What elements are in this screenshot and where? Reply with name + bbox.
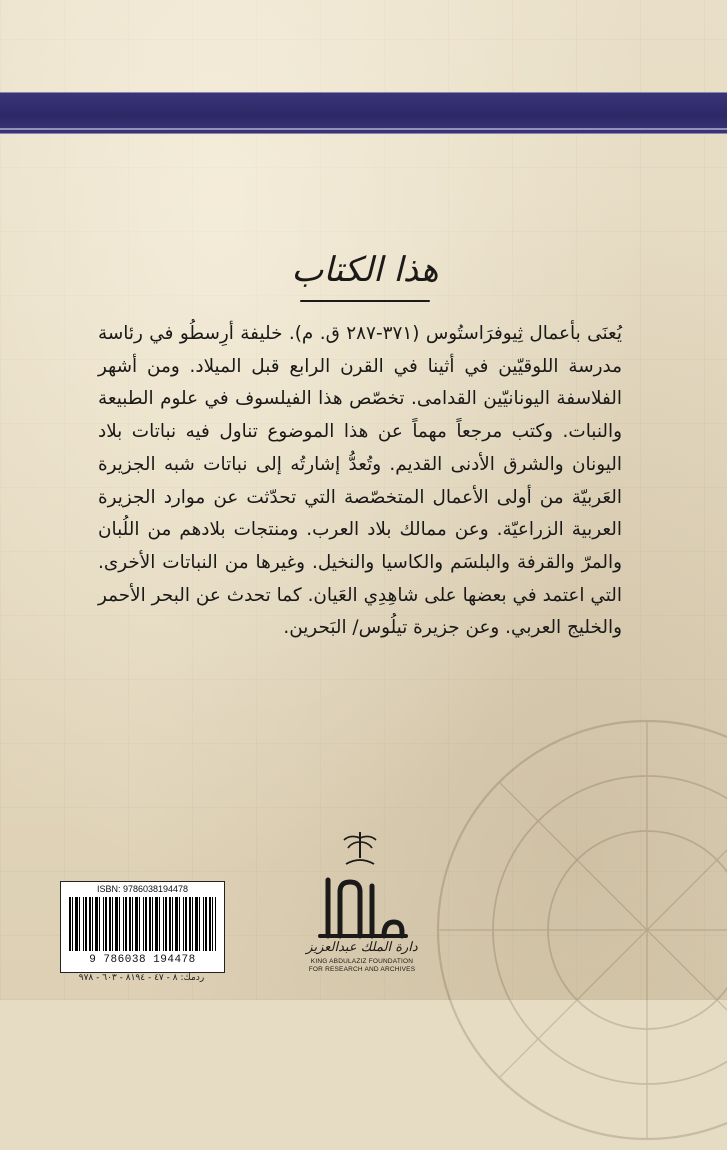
barcode-bars — [69, 897, 216, 951]
isbn-label: ISBN: 9786038194478 — [96, 884, 189, 894]
logo-english-name — [282, 958, 442, 974]
logo-arabic-name: دارة الملك عبدالعزيز — [306, 940, 418, 955]
blurb-paragraph: يُعنَى بأعمال ثِيوفرَاستُوس (٣٧١-٢٨٧ ق. م). خليفة أرِسطُو في رئاسة مدرسة اللوقيّين في أثينا في القرن الرابع قبل الميلاد. ومن أشهر الفلاسفة اليونانيّين القدامى. تخصّص هذا الفيلسوف في علوم الطبيعة والنبات. وكتب مرجعاً مهماً عن هذا الموضوع تناول فيه نباتات بلاد اليونان والشرق الأدنى القديم. وتُعدُّ إشارتُه إلى نباتات شبه الجزيرة العَربيّة من أولى الأعمال المتخصّصة التي تحدّثت عن موارد الجزيرة العربية الزراعيّة. وعن ممالك بلاد العرب. ومنتجات بلادهم من اللُبان والمرّ والقرفة والبلسَم والكاسيا والنخيل. وغيرها من النباتات الأخرى. التي اعتمد في بعضها على شاهِدِي العَيان. كما تحدث عن البحر الأحمر والخليج العربي. وعن جزيرة تيلُوس/ البَحرين. — [98, 323, 622, 639]
compass-rose-icon — [427, 710, 727, 1150]
isbn-arabic: ردمك: ٨ - ٤٧ - ٨١٩٤ - ٦٠٣ - ٩٧٨ — [78, 973, 205, 983]
logo-english-line-1: KING ABDULAZIZ FOUNDATION — [310, 958, 414, 965]
darah-logo-icon — [300, 828, 420, 948]
barcode — [60, 881, 225, 973]
isbn-digits: 9 786038 194478 — [89, 954, 196, 966]
heading-underline — [300, 300, 430, 302]
section-heading: هذا الكتاب — [291, 250, 439, 290]
logo-english-line-2: FOR RESEARCH AND ARCHIVES — [308, 966, 416, 973]
top-color-band — [0, 92, 727, 134]
